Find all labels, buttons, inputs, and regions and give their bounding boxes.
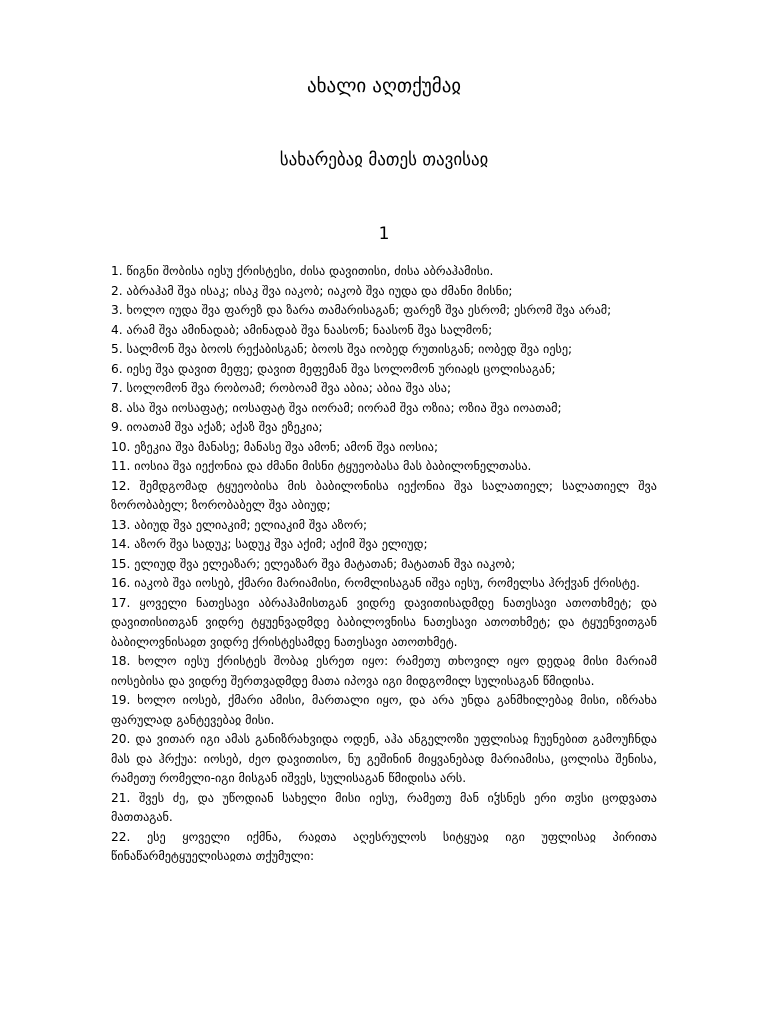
verse-10: 10. ეზეკია შვა მანასე; მანასე შვა ამონ; ამონ შვა იოსია; [111, 439, 439, 454]
verse-8: 8. ასა შვა იოსაფატ; იოსაფატ შვა იორამ; იორამ შვა ოზია; ოზია შვა იოათამ; [111, 400, 562, 415]
verse-16: 16. იაკობ შვა იოსებ, ქმარი მარიამისი, რომლისაგან იშვა იესუ, რომელსა ჰრქჳან ქრისტე. [111, 576, 640, 590]
verse-22: 22. ესე ყოველი იქმნა, რაჲთა აღესრულოს სიტყუაჲ იგი უფლისაჲ პირითა წინაწარმეტყუელისაჲთა თქუმული: [111, 829, 657, 863]
verse-11: 11. იოსია შვა იექონია და ძმანი მისნი ტყუეობასა მას ბაბილონელთასა. [111, 459, 532, 473]
verse-3: 3. ხოლო იუდა შვა ფარეზ და ზარა თამარისაგან; ფარეზ შვა ესრომ; ესრომ შვა არამ; [111, 303, 612, 317]
gospel-title: სახარებაჲ მათეს თავისაჲ [279, 150, 489, 170]
verse-6: 6. იესე შვა დავით მეფე; დავით მეფემან შვა სოლომონ ურიაჲს ცოლისაგან; [111, 361, 556, 376]
verse-5: 5. სალმონ შვა ბოოს რექაბისგან; ბოოს შვა იობედ რუთისგან; იობედ შვა იესე; [111, 342, 573, 356]
verse-14: 14. აზორ შვა სადუკ; სადუკ შვა აქიმ; აქიმ შვა ელიუდ; [111, 537, 428, 551]
verse-19: 19. ხოლო იოსებ, ქმარი ამისი, მართალი იყო, და არა უნდა განმხილებაჲ მისი, იზრახა ფარულად განტევებაჲ მისი. [111, 693, 657, 727]
chapter-number: 1 [378, 224, 390, 244]
verse-13: 13. აბიუდ შვა ელიაკიმ; ელიაკიმ შვა აზორ; [111, 517, 368, 532]
verse-1: 1. წიგნი შობისა იესუ ქრისტესი, ძისა დავითისი, ძისა აბრაჰამისი. [111, 264, 494, 278]
verse-20: 20. და ვითარ იგი ამას განიზრახვიდა ოდენ, აჰა ანგელოზი უფლისაჲ ჩუენებით გამოუჩნდა მას და ჰრქუა: იოსებ, ძეო დავითისო, ნუ გეშინინ მიყვანებად მარიამისა, ცოლისა შენისა, რამეთუ რომელი-იგი მისგან იშვეს, სულისაგან წმიდისა არს. [111, 732, 657, 785]
verse-15: 15. ელიუდ შვა ელეაზარ; ელეაზარ შვა მატათან; მატათან შვა იაკობ; [111, 556, 516, 571]
verse-list [111, 262, 657, 867]
verse-21: 21. შვეს ძე, და უწოდიან სახელი მისი იესუ, რამეთუ მან იჴსნეს ერი თჳსი ცოდვათა მათთაგან. [111, 790, 657, 824]
verse-12: 12. შემდგომად ტყუეობისა მის ბაბილონისა იექონია შვა სალათიელ; სალათიელ შვა ზორობაბელ; ზორობაბელ შვა აბიუდ; [111, 478, 657, 512]
verse-7: 7. სოლომონ შვა რობოამ; რობოამ შვა აბია; აბია შვა ასა; [111, 381, 452, 395]
verse-2: 2. აბრაჰამ შვა ისაკ; ისაკ შვა იაკობ; იაკობ შვა იუდა და ძმანი მისნი; [111, 283, 513, 298]
verse-18: 18. ხოლო იესუ ქრისტეს შობაჲ ესრეთ იყო: რამეთუ თხოვილ იყო დედაჲ მისი მარიამ იოსებისა და ვიდრე შერთვადმდე მათა იპოვა იგი მიდგომილ სულისაგან წმიდისა. [111, 654, 657, 688]
verse-9: 9. იოათამ შვა აქაზ; აქაზ შვა ეზეკია; [111, 420, 323, 434]
verse-4: 4. არამ შვა ამინადაბ; ამინადაბ შვა ნაასონ; ნაასონ შვა სალმონ; [111, 322, 493, 337]
book-title: ახალი აღთქუმაჲ [306, 75, 461, 97]
verse-17: 17. ყოველი ნათესავი აბრაჰამისთგან ვიდრე დავითისადმდე ნათესავი ათოთხმეტ; და დავითისითგან ვიდრე ტყუენვადმდე ბაბილოვნისა ნათესავი ათოთხმეტ; და ტყუენვითგან ბაბილოვნისაჲთ ვიდრე ქრისტესამდე ნათესავი ათოთხმეტ. [111, 595, 657, 649]
